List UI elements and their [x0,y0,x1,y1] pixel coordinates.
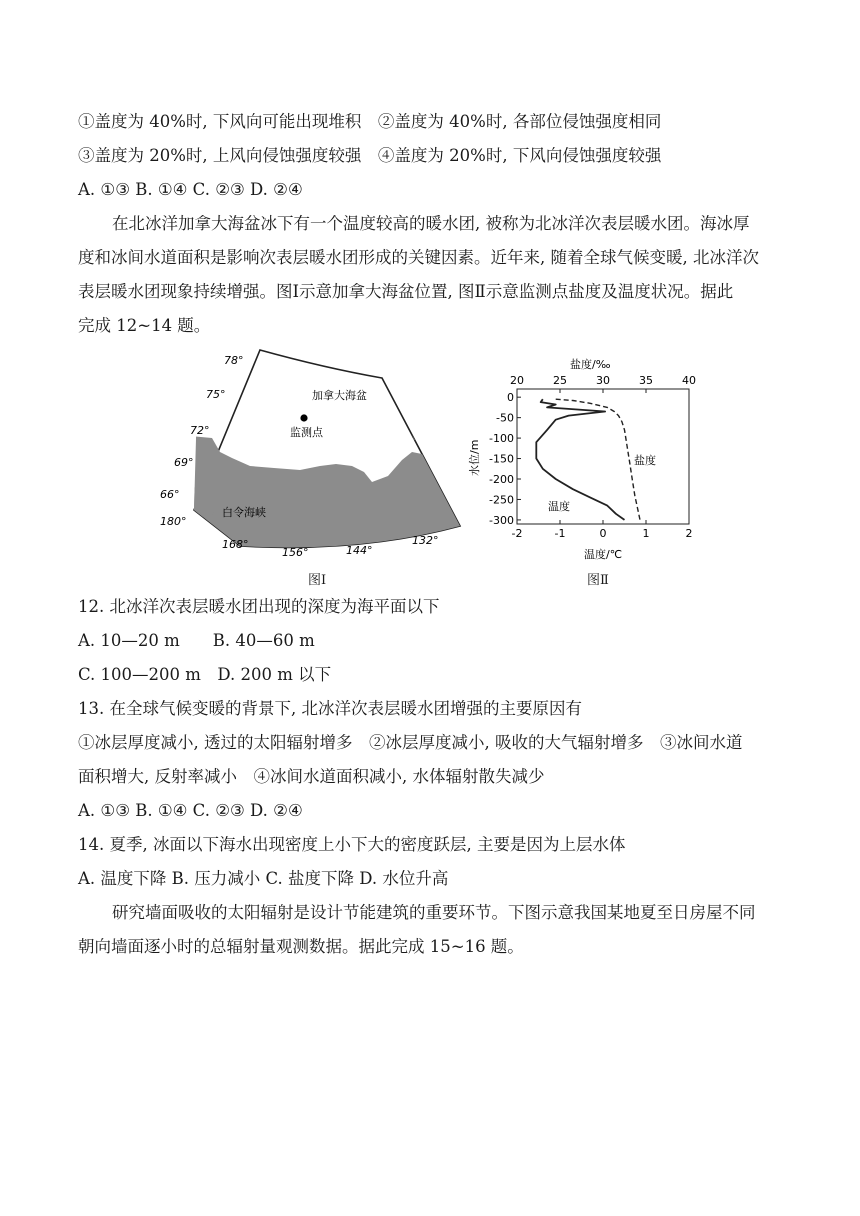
strait-label: 白令海峡 [222,506,266,519]
question-12-options-ab: A. 10—20 m B. 40—60 m [78,631,315,650]
question-13-statements-1: ①冰层厚度减小, 透过的太阳辐射增多 ②冰层厚度减小, 吸收的大气辐射增多 ③冰间水道 [78,733,743,752]
y-tick-label: 0 [507,391,514,405]
top-tick-label: 40 [682,374,696,387]
top-tick-label: 20 [510,374,524,387]
station-label: 监测点 [290,426,323,439]
y-tick-label: -50 [496,411,514,425]
y-tick-label: -150 [489,452,514,466]
lon-label-144: 144° [346,544,373,557]
question-12-options-cd: C. 100—200 m D. 200 m 以下 [78,665,332,684]
lat-label-72: 72° [190,424,210,437]
option-line-2: ③盖度为 20%时, 上风向侵蚀强度较强 ④盖度为 20%时, 下风向侵蚀强度较强 [78,146,662,165]
lon-label-156: 156° [282,546,309,559]
top-tick-label: 25 [553,374,567,387]
passage-2-line-1: 研究墙面吸收的太阳辐射是设计节能建筑的重要环节。下图示意我国某地夏至日房屋不同 [112,903,756,922]
lon-label-132: 132° [412,534,439,547]
answer-choices-11: A. ①③ B. ①④ C. ②③ D. ②④ [78,180,303,199]
lon-label-180: 180° [160,515,187,528]
passage-line-1: 在北冰洋加拿大海盆冰下有一个温度较高的暖水团, 被称为北冰洋次表层暖水团。海冰厚 [112,214,750,233]
question-12: 12. 北冰洋次表层暖水团出现的深度为海平面以下 [78,597,440,616]
chart-caption: 图Ⅱ [587,573,609,588]
bottom-axis-label: 温度/℃ [584,548,623,561]
top-axis-label: 盐度/‰ [570,358,611,371]
monitoring-station-marker [300,414,307,421]
bottom-tick-label: -1 [554,527,566,540]
top-tick-label: 35 [639,374,653,387]
y-tick-label: -200 [489,473,514,486]
lat-label-78: 78° [224,354,244,367]
bottom-tick-label: 0 [599,527,607,540]
lat-label-66: 66° [160,488,180,501]
y-tick-label: -300 [489,513,514,527]
question-13-statements-2: 面积增大, 反射率减小 ④冰间水道面积减小, 水体辐射散失减少 [78,767,545,786]
y-tick-label: -100 [489,432,514,446]
basin-label: 加拿大海盆 [312,389,367,402]
lon-label-168: 168° [222,538,249,551]
bottom-tick-label: 2 [685,527,693,540]
temperature-series-label: 温度 [548,500,570,513]
y-tick-label: -250 [489,493,514,507]
salinity-series-label: 盐度 [634,454,656,467]
lat-label-69: 69° [174,456,194,469]
passage-line-2: 度和冰间水道面积是影响次表层暖水团形成的关键因素。近年来, 随着全球气候变暖, 北冰洋次 [78,248,759,267]
passage-line-4: 完成 12~14 题。 [78,316,211,335]
top-tick-label: 30 [596,374,610,387]
map-figure [150,348,480,568]
passage-2-line-2: 朝向墙面逐小时的总辐射量观测数据。据此完成 15~16 题。 [78,937,524,956]
question-14-options: A. 温度下降 B. 压力减小 C. 盐度下降 D. 水位升高 [78,869,449,888]
lat-label-75: 75° [206,388,226,401]
question-14: 14. 夏季, 冰面以下海水出现密度上小下大的密度跃层, 主要是因为上层水体 [78,835,626,854]
option-line-1: ①盖度为 40%时, 下风向可能出现堆积 ②盖度为 40%时, 各部位侵蚀强度相同 [78,112,662,131]
bottom-tick-label: 1 [642,527,650,540]
passage-line-3: 表层暖水团现象持续增强。图Ⅰ示意加拿大海盆位置, 图Ⅱ示意监测点盐度及温度状况。据此 [78,282,734,301]
question-13: 13. 在全球气候变暖的背景下, 北冰洋次表层暖水团增强的主要原因有 [78,699,582,718]
bottom-tick-label: -2 [511,527,523,540]
map-caption: 图Ⅰ [308,573,327,588]
profile-chart [462,356,702,566]
y-axis-label: 水位/m [468,439,481,476]
question-13-options: A. ①③ B. ①④ C. ②③ D. ②④ [78,801,303,820]
